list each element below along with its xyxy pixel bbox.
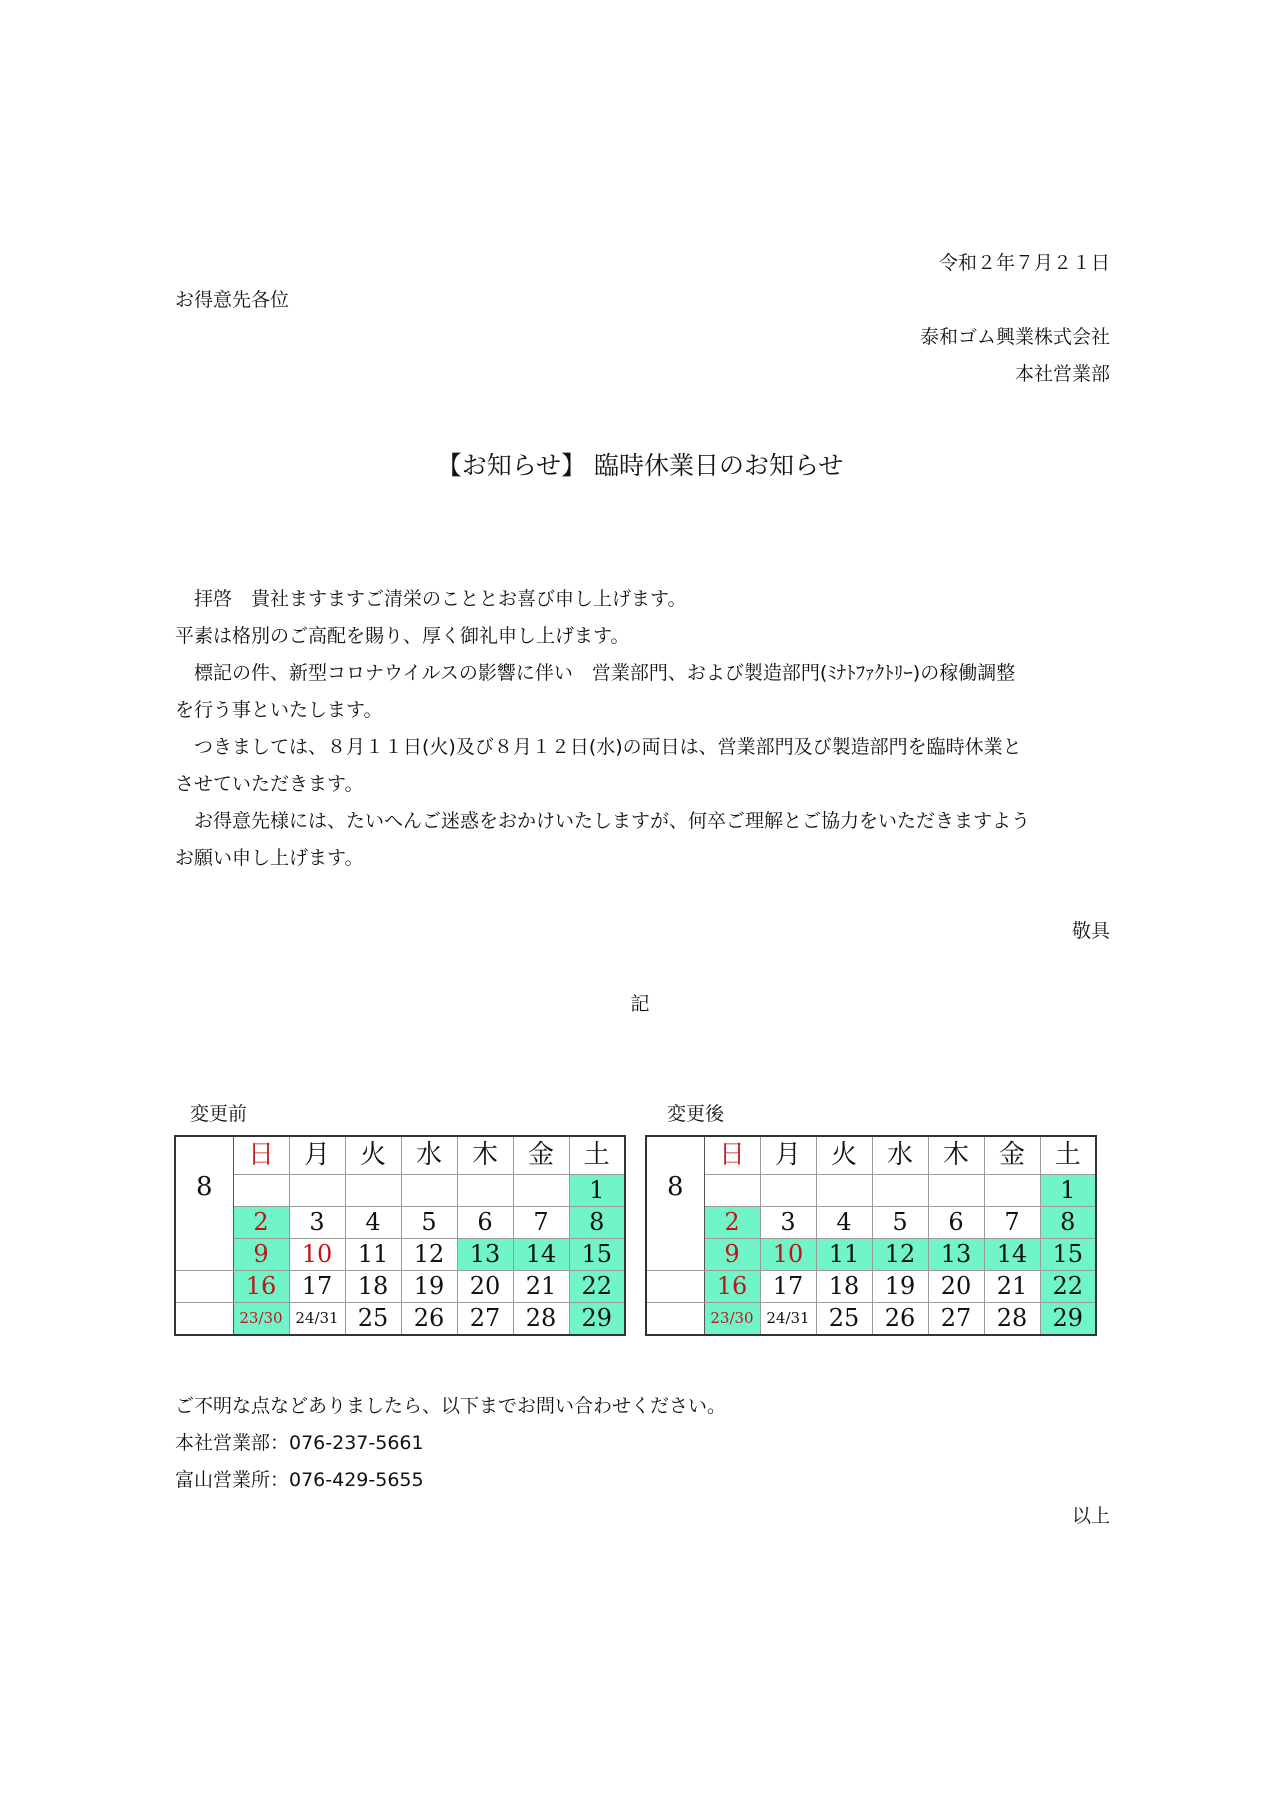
calendar-day: 24/31 — [760, 1302, 816, 1335]
calendar-empty-cell — [928, 1174, 984, 1206]
calendar-day: 26 — [401, 1302, 457, 1335]
body-line: つきましては、８月１１日(火)及び８月１２日(水)の両日は、営業部門及び製造部門を臨時休業と — [175, 736, 1022, 758]
calendar-day: 27 — [928, 1302, 984, 1335]
calendar-day: 29 — [1040, 1302, 1096, 1335]
calendar-day: 9 — [704, 1238, 760, 1270]
calendar-day: 1 — [569, 1174, 625, 1206]
weekday-header: 日 — [233, 1136, 289, 1174]
calendar-day: 16 — [704, 1270, 760, 1302]
calendar-day: 21 — [984, 1270, 1040, 1302]
recipient: お得意先各位 — [175, 289, 290, 311]
calendar-day: 20 — [457, 1270, 513, 1302]
calendar-day: 25 — [816, 1302, 872, 1335]
calendar-day: 18 — [345, 1270, 401, 1302]
body-line: お得意先様には、たいへんご迷惑をおかけいたしますが、何卒ご理解とご協力をいただきますよう — [175, 810, 1031, 832]
weekday-header: 土 — [1040, 1136, 1096, 1174]
weekday-header: 火 — [345, 1136, 401, 1174]
weekday-header: 金 — [984, 1136, 1040, 1174]
end-mark: 以上 — [1071, 1505, 1110, 1527]
calendar-after — [645, 1135, 1097, 1336]
calendar-day: 3 — [760, 1206, 816, 1238]
calendar-day: 2 — [704, 1206, 760, 1238]
calendar-day: 15 — [569, 1238, 625, 1270]
calendar-empty-cell — [289, 1174, 345, 1206]
calendar-day: 29 — [569, 1302, 625, 1335]
calendar-day: 23/30 — [704, 1302, 760, 1335]
calendar-empty-cell — [345, 1174, 401, 1206]
weekday-header: 木 — [928, 1136, 984, 1174]
calendar-day: 21 — [513, 1270, 569, 1302]
weekday-header: 火 — [816, 1136, 872, 1174]
weekday-header: 水 — [872, 1136, 928, 1174]
calendar-day: 10 — [289, 1238, 345, 1270]
calendar-day: 14 — [513, 1238, 569, 1270]
calendar-day: 20 — [928, 1270, 984, 1302]
calendar-empty-cell — [704, 1174, 760, 1206]
weekday-header: 水 — [401, 1136, 457, 1174]
ki-heading: 記 — [630, 993, 650, 1015]
weekday-header: 月 — [760, 1136, 816, 1174]
calendar-day: 12 — [401, 1238, 457, 1270]
calendar-empty-cell — [233, 1174, 289, 1206]
calendar-day: 19 — [401, 1270, 457, 1302]
month-column-cell — [175, 1302, 233, 1335]
calendar-empty-cell — [984, 1174, 1040, 1206]
calendar-day: 23/30 — [233, 1302, 289, 1335]
calendar-day: 22 — [569, 1270, 625, 1302]
calendar-day: 10 — [760, 1238, 816, 1270]
calendar-day: 7 — [513, 1206, 569, 1238]
calendar-day: 8 — [569, 1206, 625, 1238]
contact-intro: ご不明な点などありましたら、以下までお問い合わせください。 — [175, 1395, 727, 1417]
calendar-after-label: 変更後 — [667, 1103, 725, 1125]
calendar-day: 15 — [1040, 1238, 1096, 1270]
calendar-day: 16 — [233, 1270, 289, 1302]
month-column-cell — [646, 1238, 704, 1270]
calendar-day: 13 — [928, 1238, 984, 1270]
calendar-day: 8 — [1040, 1206, 1096, 1238]
calendar-day: 28 — [984, 1302, 1040, 1335]
calendar-day: 4 — [816, 1206, 872, 1238]
month-number: 8 — [175, 1136, 233, 1238]
month-column-cell — [175, 1270, 233, 1302]
contact-toyama: 富山営業所：076-429-5655 — [175, 1469, 424, 1491]
calendar-before — [174, 1135, 626, 1336]
calendar-before-label: 変更前 — [190, 1103, 248, 1125]
calendar-day: 5 — [401, 1206, 457, 1238]
calendar-day: 13 — [457, 1238, 513, 1270]
closing-keigu: 敬具 — [1071, 920, 1110, 942]
calendar-day: 6 — [457, 1206, 513, 1238]
calendar-empty-cell — [457, 1174, 513, 1206]
calendar-day: 11 — [816, 1238, 872, 1270]
calendar-empty-cell — [872, 1174, 928, 1206]
notice-title: 【お知らせ】 臨時休業日のお知らせ — [436, 451, 844, 480]
calendar-day: 17 — [289, 1270, 345, 1302]
calendar-day: 1 — [1040, 1174, 1096, 1206]
calendar-day: 12 — [872, 1238, 928, 1270]
month-number: 8 — [646, 1136, 704, 1238]
calendar-day: 5 — [872, 1206, 928, 1238]
calendar-day: 27 — [457, 1302, 513, 1335]
calendar-day: 17 — [760, 1270, 816, 1302]
calendar-day: 26 — [872, 1302, 928, 1335]
body-line: を行う事といたします。 — [175, 699, 383, 721]
calendar-empty-cell — [513, 1174, 569, 1206]
month-column-cell — [175, 1238, 233, 1270]
calendar-day: 25 — [345, 1302, 401, 1335]
body-line: お願い申し上げます。 — [175, 847, 364, 869]
contact-hq: 本社営業部：076-237-5661 — [175, 1432, 424, 1454]
calendar-empty-cell — [760, 1174, 816, 1206]
calendar-day: 28 — [513, 1302, 569, 1335]
calendar-day: 24/31 — [289, 1302, 345, 1335]
weekday-header: 土 — [569, 1136, 625, 1174]
calendar-day: 4 — [345, 1206, 401, 1238]
weekday-header: 月 — [289, 1136, 345, 1174]
calendar-day: 14 — [984, 1238, 1040, 1270]
calendar-day: 19 — [872, 1270, 928, 1302]
body-line: させていただきます。 — [175, 773, 364, 795]
date: 令和２年７月２１日 — [938, 252, 1110, 274]
company-name: 泰和ゴム興業株式会社 — [919, 326, 1110, 348]
body-line: 標記の件、新型コロナウイルスの影響に伴い 営業部門、および製造部門(ﾐﾅﾄﾌｧｸﾄﾘｰ)の稼働調整 — [175, 662, 1016, 684]
calendar-day: 2 — [233, 1206, 289, 1238]
month-column-cell — [646, 1270, 704, 1302]
calendar-day: 3 — [289, 1206, 345, 1238]
weekday-header: 金 — [513, 1136, 569, 1174]
calendar-day: 9 — [233, 1238, 289, 1270]
body-line: 平素は格別のご高配を賜り、厚く御礼申し上げます。 — [175, 625, 630, 647]
weekday-header: 木 — [457, 1136, 513, 1174]
calendar-day: 18 — [816, 1270, 872, 1302]
department-name: 本社営業部 — [1014, 363, 1110, 385]
month-column-cell — [646, 1302, 704, 1335]
calendar-empty-cell — [816, 1174, 872, 1206]
calendar-day: 22 — [1040, 1270, 1096, 1302]
calendar-day: 11 — [345, 1238, 401, 1270]
calendar-day: 7 — [984, 1206, 1040, 1238]
body-line: 拝啓 貴社ますますご清栄のこととお喜び申し上げます。 — [175, 588, 687, 610]
calendar-empty-cell — [401, 1174, 457, 1206]
weekday-header: 日 — [704, 1136, 760, 1174]
calendar-day: 6 — [928, 1206, 984, 1238]
